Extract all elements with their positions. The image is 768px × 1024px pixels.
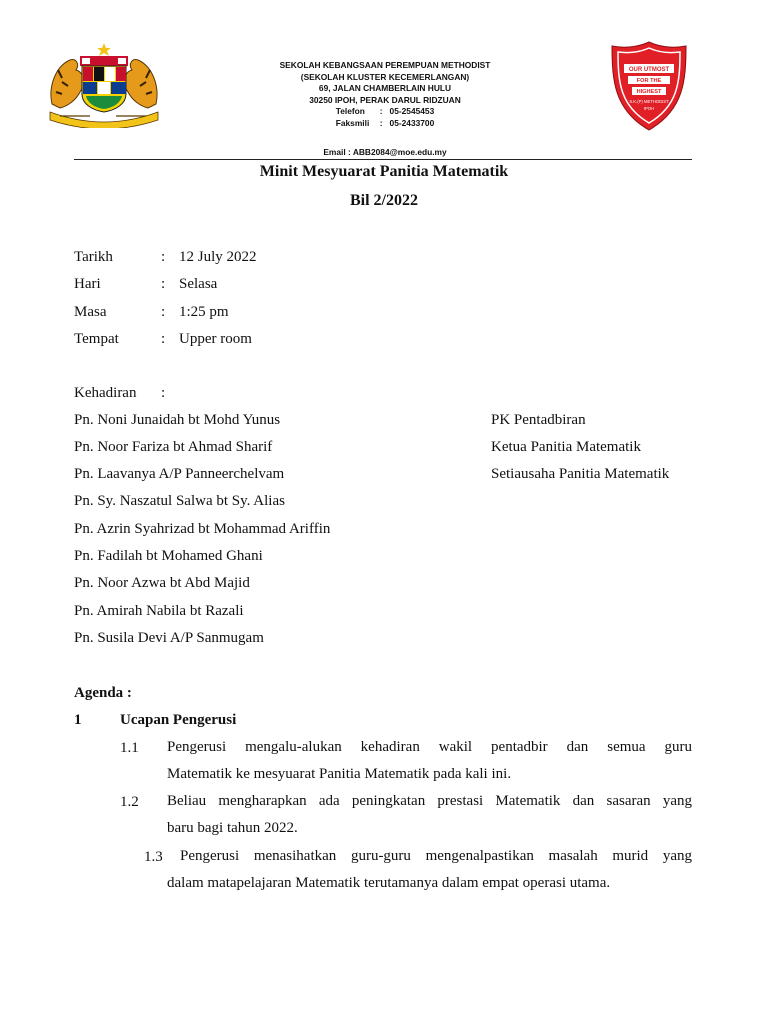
- agenda-heading: Agenda :: [74, 685, 132, 701]
- coat-of-arms-icon: [46, 42, 162, 128]
- attendee-name: Pn. Fadilah bt Mohamed Ghani: [74, 548, 263, 564]
- document-subtitle: Bil 2/2022: [349, 192, 418, 209]
- attendee-role: Ketua Panitia Matematik: [491, 439, 641, 455]
- meta-sep-venue: :: [161, 331, 166, 347]
- school-address-line-1: 69, JALAN CHAMBERLAIN HULU: [318, 83, 452, 94]
- meta-value-time: 1:25 pm: [179, 304, 229, 320]
- fax-line: Faksmili : 05-2433700: [335, 117, 435, 128]
- meta-value-date: 12 July 2022: [179, 249, 257, 265]
- meta-sep-day: :: [161, 276, 166, 292]
- svg-text:FOR THE: FOR THE: [636, 78, 662, 84]
- school-address-line-2: 30250 IPOH, PERAK DARUL RIDZUAN: [309, 94, 461, 105]
- svg-text:S.K.(P) METHODIST: S.K.(P) METHODIST: [629, 99, 669, 104]
- meta-label-venue: Tempat: [74, 331, 119, 347]
- phone-line: Telefon : 05-2545453: [335, 106, 435, 117]
- school-name: SEKOLAH KEBANGSAAN PEREMPUAN METHODIST: [279, 60, 491, 70]
- meta-label-time: Masa: [74, 304, 107, 320]
- point-text: Pengerusi menasihatkan guru-guru mengenalpastikan masalah murid yang: [180, 848, 692, 864]
- fax-value: 05-2433700: [389, 117, 435, 128]
- attendance-label: Kehadiran: [74, 385, 137, 401]
- attendance-sep: :: [161, 385, 166, 401]
- agenda-item-title: Ucapan Pengerusi: [120, 712, 237, 728]
- point-text: Pengerusi mengalu-alukan kehadiran wakil pentadbir dan semua guru Matematik ke mesyuarat Panitia Matematik pada kali ini.: [167, 739, 692, 782]
- phone-value: 05-2545453: [389, 106, 435, 117]
- svg-text:IPOH: IPOH: [643, 106, 655, 111]
- point-number: 1.2: [120, 794, 139, 810]
- attendee-name: Pn. Susila Devi A/P Sanmugam: [74, 630, 264, 646]
- school-cluster: (SEKOLAH KLUSTER KECEMERLANGAN): [300, 71, 470, 82]
- attendee-role: PK Pentadbiran: [491, 412, 586, 428]
- meta-label-day: Hari: [74, 276, 101, 292]
- meta-value-venue: Upper room: [179, 331, 252, 347]
- meta-value-day: Selasa: [179, 276, 218, 292]
- attendee-name: Pn. Laavanya A/P Panneerchelvam: [74, 466, 285, 482]
- phone-label: Telefon: [335, 106, 365, 117]
- meta-sep-date: :: [161, 249, 166, 265]
- point-number: 1.1: [120, 740, 139, 756]
- point-text-continued: dalam matapelajaran Matematik terutamanya dalam empat operasi utama.: [167, 875, 611, 891]
- agenda-item-number: 1: [74, 712, 82, 728]
- school-badge-icon: [610, 40, 688, 132]
- email-label: Email :: [323, 147, 351, 157]
- document-title: Minit Mesyuarat Panitia Matematik: [259, 163, 509, 180]
- email-value: ABB2084@moe.edu.my: [352, 147, 447, 157]
- fax-label: Faksmili: [335, 117, 370, 128]
- header-divider: [74, 159, 692, 160]
- svg-text:OUR UTMOST: OUR UTMOST: [628, 67, 670, 73]
- svg-text:HIGHEST: HIGHEST: [636, 89, 662, 95]
- attendee-name: Pn. Noni Junaidah bt Mohd Yunus: [74, 412, 281, 428]
- attendee-role: Setiausaha Panitia Matematik: [491, 466, 670, 482]
- email-line: [200, 147, 570, 157]
- point-text: Beliau mengharapkan ada peningkatan prestasi Matematik dan sasaran yang baru bagi tahun 2022.: [167, 793, 692, 836]
- meta-sep-time: :: [161, 304, 166, 320]
- school-letterhead: [200, 60, 570, 130]
- attendee-name: Pn. Sy. Naszatul Salwa bt Sy. Alias: [74, 493, 285, 509]
- point-number: 1.3: [144, 849, 163, 865]
- attendee-name: Pn. Noor Fariza bt Ahmad Sharif: [74, 439, 273, 455]
- attendee-name: Pn. Noor Azwa bt Abd Majid: [74, 575, 250, 591]
- attendee-name: Pn. Azrin Syahrizad bt Mohammad Ariffin: [74, 521, 331, 537]
- attendee-name: Pn. Amirah Nabila bt Razali: [74, 603, 244, 619]
- meta-label-date: Tarikh: [74, 249, 113, 265]
